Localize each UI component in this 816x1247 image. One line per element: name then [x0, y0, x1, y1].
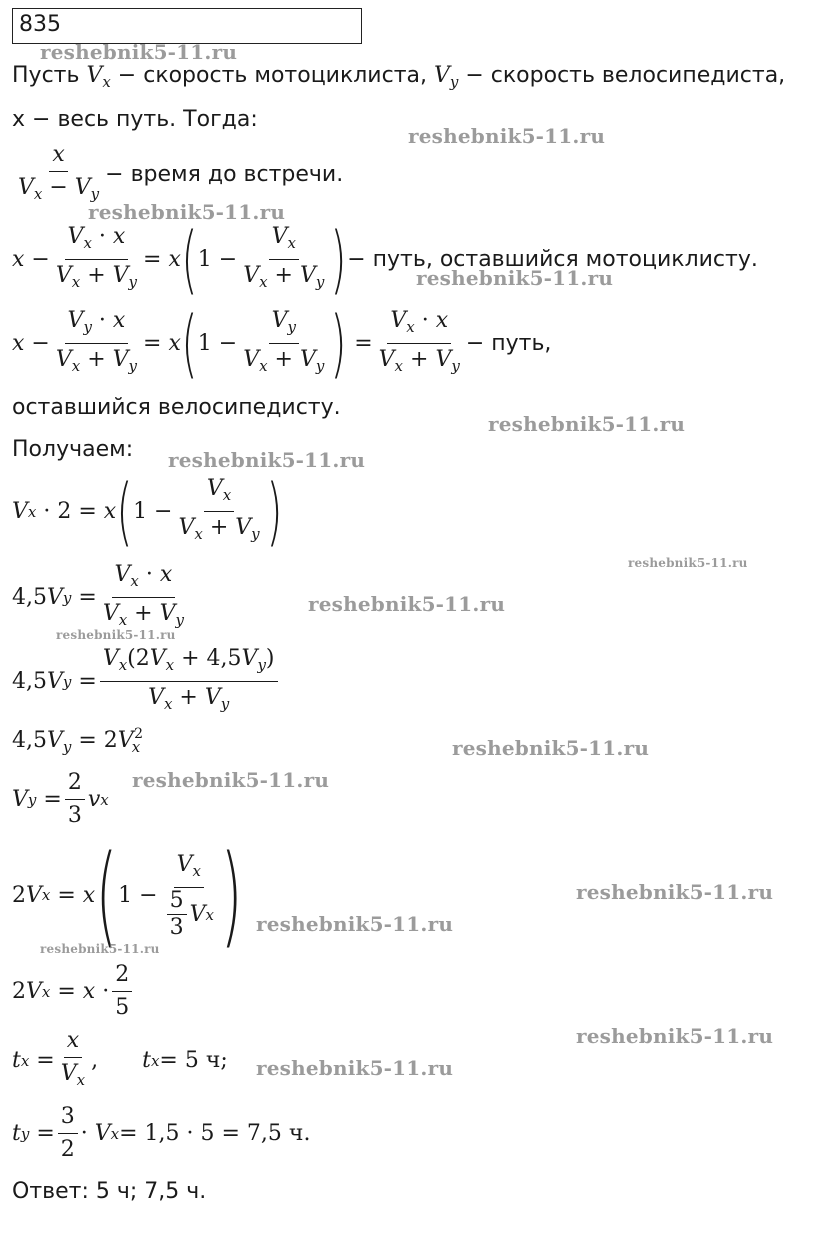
moto-equation: x − $\frac{V_x \cdot x}{V_x + V_y}$ = x ( 1 − $\frac{V_x}{V_x + V_y}$ ) − путь, оставшийся мотоциклисту. — [12, 216, 758, 303]
ty-result: = 1,5 · 5 = 7,5 ч. — [119, 1121, 311, 1146]
bike-cont: оставшийся велосипедисту. — [12, 395, 341, 420]
watermark: reshebnik5-11.ru — [168, 448, 366, 472]
intro-end: − скорость велосипедиста, — [458, 63, 786, 88]
problem-number: 835 — [19, 12, 61, 37]
answer: Ответ: 5 ч; 7,5 ч. — [12, 1179, 207, 1204]
intro-pust: Пусть — [12, 63, 87, 88]
eq-4: 4,5Vy = 2Vx2 — [12, 726, 144, 756]
watermark: reshebnik5-11.ru — [452, 736, 650, 760]
bike-equation: x − $\frac{V_y \cdot x}{V_x + V_y}$ = x ( 1 − $\frac{V_y}{V_x + V_y}$ ) = $\frac{V_x \cdot x}{V_x + V_y}$ − путь, — [12, 300, 552, 387]
path-line: x − весь путь. Тогда: — [12, 107, 258, 132]
watermark: reshebnik5-11.ru — [576, 880, 774, 904]
eq-3: 4,5 V y = $\frac{V_x(2V_x + 4,5V_y)}{V_x + V_y}$ — [12, 644, 281, 719]
time-label: − время до встречи. — [105, 161, 344, 187]
watermark: reshebnik5-11.ru — [88, 200, 286, 224]
intro-line: Пусть $V_x$ − скорость мотоциклиста, $V_y$ − скорость велосипедиста, — [12, 63, 786, 91]
watermark: reshebnik5-11.ru — [488, 412, 686, 436]
watermark: reshebnik5-11.ru — [40, 40, 238, 64]
intro-mid: − скорость мотоциклиста, — [110, 63, 434, 88]
watermark: reshebnik5-11.ru — [416, 266, 614, 290]
eq-8: t x = $\frac{x}{V_x}$ , t x = 5 ч; — [12, 1028, 228, 1089]
watermark: reshebnik5-11.ru — [132, 768, 330, 792]
tx-result: = 5 ч; — [159, 1048, 228, 1073]
problem-number-box — [12, 8, 362, 44]
watermark: reshebnik5-11.ru — [576, 1024, 774, 1048]
bike-label: − путь, — [465, 330, 552, 356]
poluchaem: Получаем: — [12, 437, 134, 462]
watermark: reshebnik5-11.ru — [256, 912, 454, 936]
watermark: reshebnik5-11.ru — [256, 1056, 454, 1080]
watermark: reshebnik5-11.ru — [308, 592, 506, 616]
watermark: reshebnik5-11.ru — [40, 942, 160, 956]
eq-6: 2 V x = x ( 1 − $V_x$ $\frac{5}{3}$ V x ) — [12, 831, 243, 959]
watermark: reshebnik5-11.ru — [408, 124, 606, 148]
watermark: reshebnik5-11.ru — [628, 556, 748, 570]
eq-9: t y = $\frac{3}{2}$ · V x = 1,5 · 5 = 7,5 ч. — [12, 1104, 311, 1162]
eq-5: V y = $\frac{2}{3}$ v x — [12, 770, 109, 828]
time-line: $\frac{x}{V_x - V_y}$ − время до встречи. — [18, 142, 344, 203]
watermark: reshebnik5-11.ru — [56, 628, 176, 642]
moto-label: − путь, оставшийся мотоциклисту. — [347, 246, 758, 272]
eq-2: 4,5 V y = $\frac{V_x \cdot x}{V_x + V_y}$ — [12, 562, 184, 629]
eq-1: V x · 2 = x ( 1 − $\frac{V_x}{V_x + V_y}$ ) — [12, 468, 283, 555]
eq-7: 2 V x = x · $\frac{2}{5}$ — [12, 960, 135, 1023]
